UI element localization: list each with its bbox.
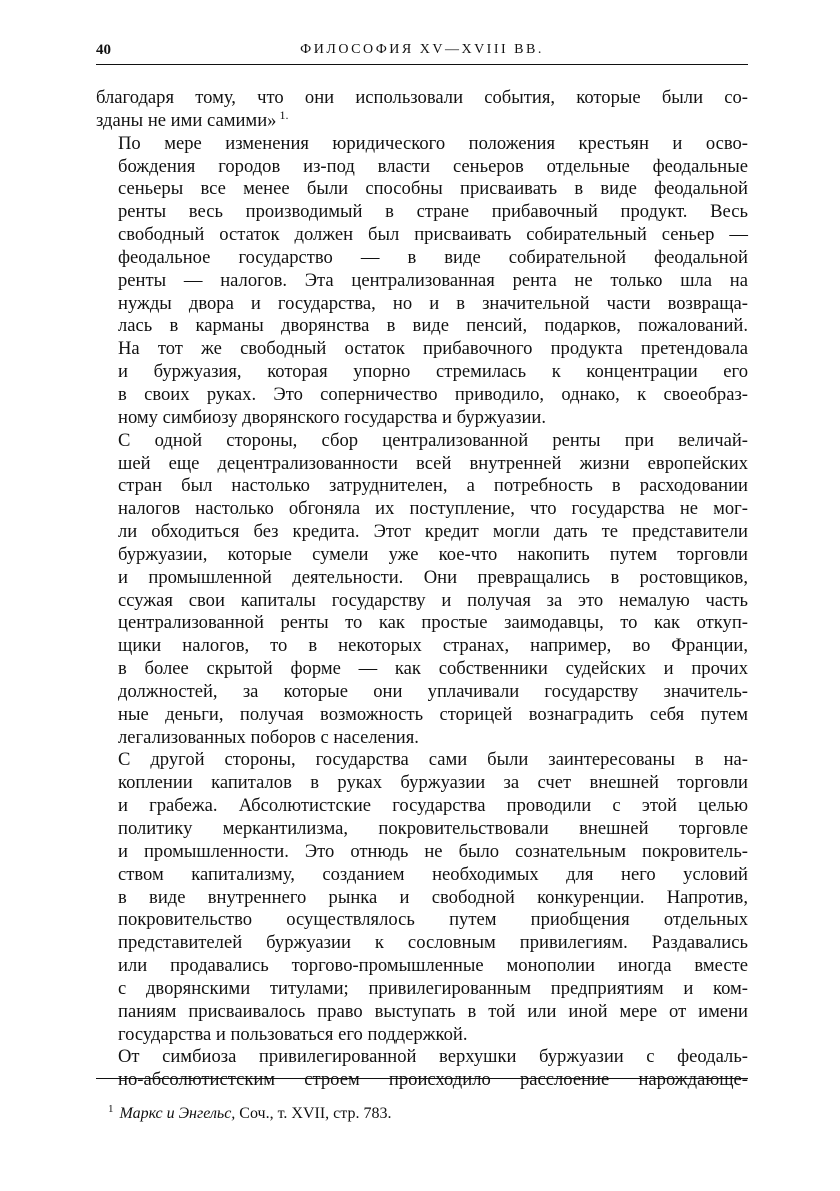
paragraph: [96, 749, 748, 1046]
text-line: покровительство осуществлялось путем приобщения отдельных: [118, 909, 748, 931]
text-line: шей еще децентрализованности всей внутренней жизни европейских: [118, 452, 748, 474]
text-line: ством капитализму, созданием необходимых для него условий: [118, 863, 748, 885]
footnote-mark: 1: [108, 1102, 114, 1115]
text-line: зданы не ими самими» $^{1.}$: [96, 107, 289, 131]
text-line: благодаря тому, что они использовали события, которые были со-: [96, 87, 748, 108]
paragraph: [96, 430, 748, 750]
body-text: [96, 87, 748, 1092]
text-line: в своих руках. Это соперничество приводило, однако, к своеобраз-: [118, 383, 748, 405]
text-line: и грабежа. Абсолютистские государства проводили с этой целью: [118, 795, 748, 817]
text-line: ренты весь производимый в стране прибавочный продукт. Весь: [118, 201, 748, 223]
text-line: свободный остаток должен был присваивать собирательный сеньер —: [118, 224, 748, 246]
header-rule: [96, 64, 748, 65]
running-title: ФИЛОСОФИЯ XV—XVIII ВВ.: [300, 42, 544, 57]
text-line: коплении капиталов в руках буржуазии за счет внешней торговли: [118, 772, 748, 794]
text-line: представителей буржуазии к сословным привилегиям. Раздавались: [118, 932, 748, 954]
text-line: нужды двора и государства, но и в значительной части возвраща-: [118, 292, 748, 314]
paragraph: [96, 133, 748, 430]
text-line: политику меркантилизма, покровительствовали внешней торговле: [118, 818, 748, 839]
text-line: щики налогов, то в некоторых странах, например, во Франции,: [118, 635, 748, 657]
text-line: От симбиоза привилегированной верхушки буржуазии с феодаль-: [118, 1046, 748, 1068]
text-line: в более скрытой форме — как собственники судейских и прочих: [118, 658, 748, 680]
paragraph: [96, 87, 748, 133]
text-line: бождения городов из-под власти сеньеров отдельные феодальные: [118, 155, 748, 177]
text-line: в виде внутреннего рынка и свободной конкуренции. Напротив,: [118, 886, 748, 908]
text-line: и промышленной деятельности. Они превращались в ростовщиков,: [118, 566, 748, 588]
text-line: государства и пользоваться его поддержкой.: [118, 1023, 468, 1045]
footnote: [96, 1104, 760, 1124]
footnote-authors: Маркс и Энгельс,: [119, 1105, 236, 1122]
footnote-source: Соч., т. XVII, стр. 783.: [239, 1105, 392, 1122]
footnote-rule: [96, 1078, 748, 1079]
text-line: ренты — налогов. Эта централизованная рента не только шла на: [118, 269, 748, 291]
text-line: или продавались торгово-промышленные монополии иногда вместе: [118, 955, 748, 977]
text-line: С другой стороны, государства сами были заинтересованы в на-: [118, 749, 748, 771]
text-line: с дворянскими титулами; привилегированным предприятиям и ком-: [118, 977, 748, 999]
paragraph: [96, 1046, 748, 1092]
text-line: лась в карманы дворянства в виде пенсий, подарков, пожалований.: [118, 315, 748, 337]
text-line: ли обходиться без кредита. Этот кредит могли дать те представители: [118, 521, 748, 543]
page-number: 40: [96, 42, 111, 58]
book-page: [96, 38, 748, 1122]
footnote-reference[interactable]: 1.: [276, 107, 289, 122]
text-line: На тот же свободный остаток прибавочного продукта претендовала: [118, 338, 748, 360]
text-line: легализованных поборов с населения.: [118, 726, 419, 748]
text-line: паниям присваивалось право выступать в той или иной мере от имени: [118, 1000, 748, 1022]
text-line: По мере изменения юридического положения крестьян и осво-: [118, 132, 748, 154]
text-line: сеньеры все менее были способны присваивать в виде феодальной: [118, 178, 748, 200]
text-line: ссужая свои капиталы государству и получая за это немалую часть: [118, 589, 748, 611]
text-line: но-абсолютистским строем происходило расслоение нарождающе-: [118, 1069, 748, 1091]
text-line: и промышленности. Это отнюдь не было сознательным покровитель-: [118, 840, 748, 862]
text-line: налогов настолько обгоняла их поступление, что государства не мог-: [118, 498, 748, 520]
text-line: и буржуазия, которая упорно стремилась к концентрации его: [118, 361, 748, 383]
text-line: ные деньги, получая возможность сторицей вознаградить себя путем: [118, 703, 748, 725]
text-line: буржуазии, которые сумели уже кое-что накопить путем торговли: [118, 543, 748, 565]
text-line: должностей, за которые они уплачивали государству значитель-: [118, 680, 748, 702]
text-line: ному симбиозу дворянского государства и буржуазии.: [118, 406, 547, 428]
running-head: [96, 38, 748, 62]
text-line: централизованной ренты то как простые заимодавцы, то как откуп-: [118, 612, 748, 634]
text-line: стран был настолько затруднителен, а потребность в расходовании: [118, 475, 748, 497]
text-line: феодальное государство — в виде собирательной феодальной: [118, 246, 748, 268]
text-line: С одной стороны, сбор централизованной ренты при величай-: [118, 429, 748, 451]
